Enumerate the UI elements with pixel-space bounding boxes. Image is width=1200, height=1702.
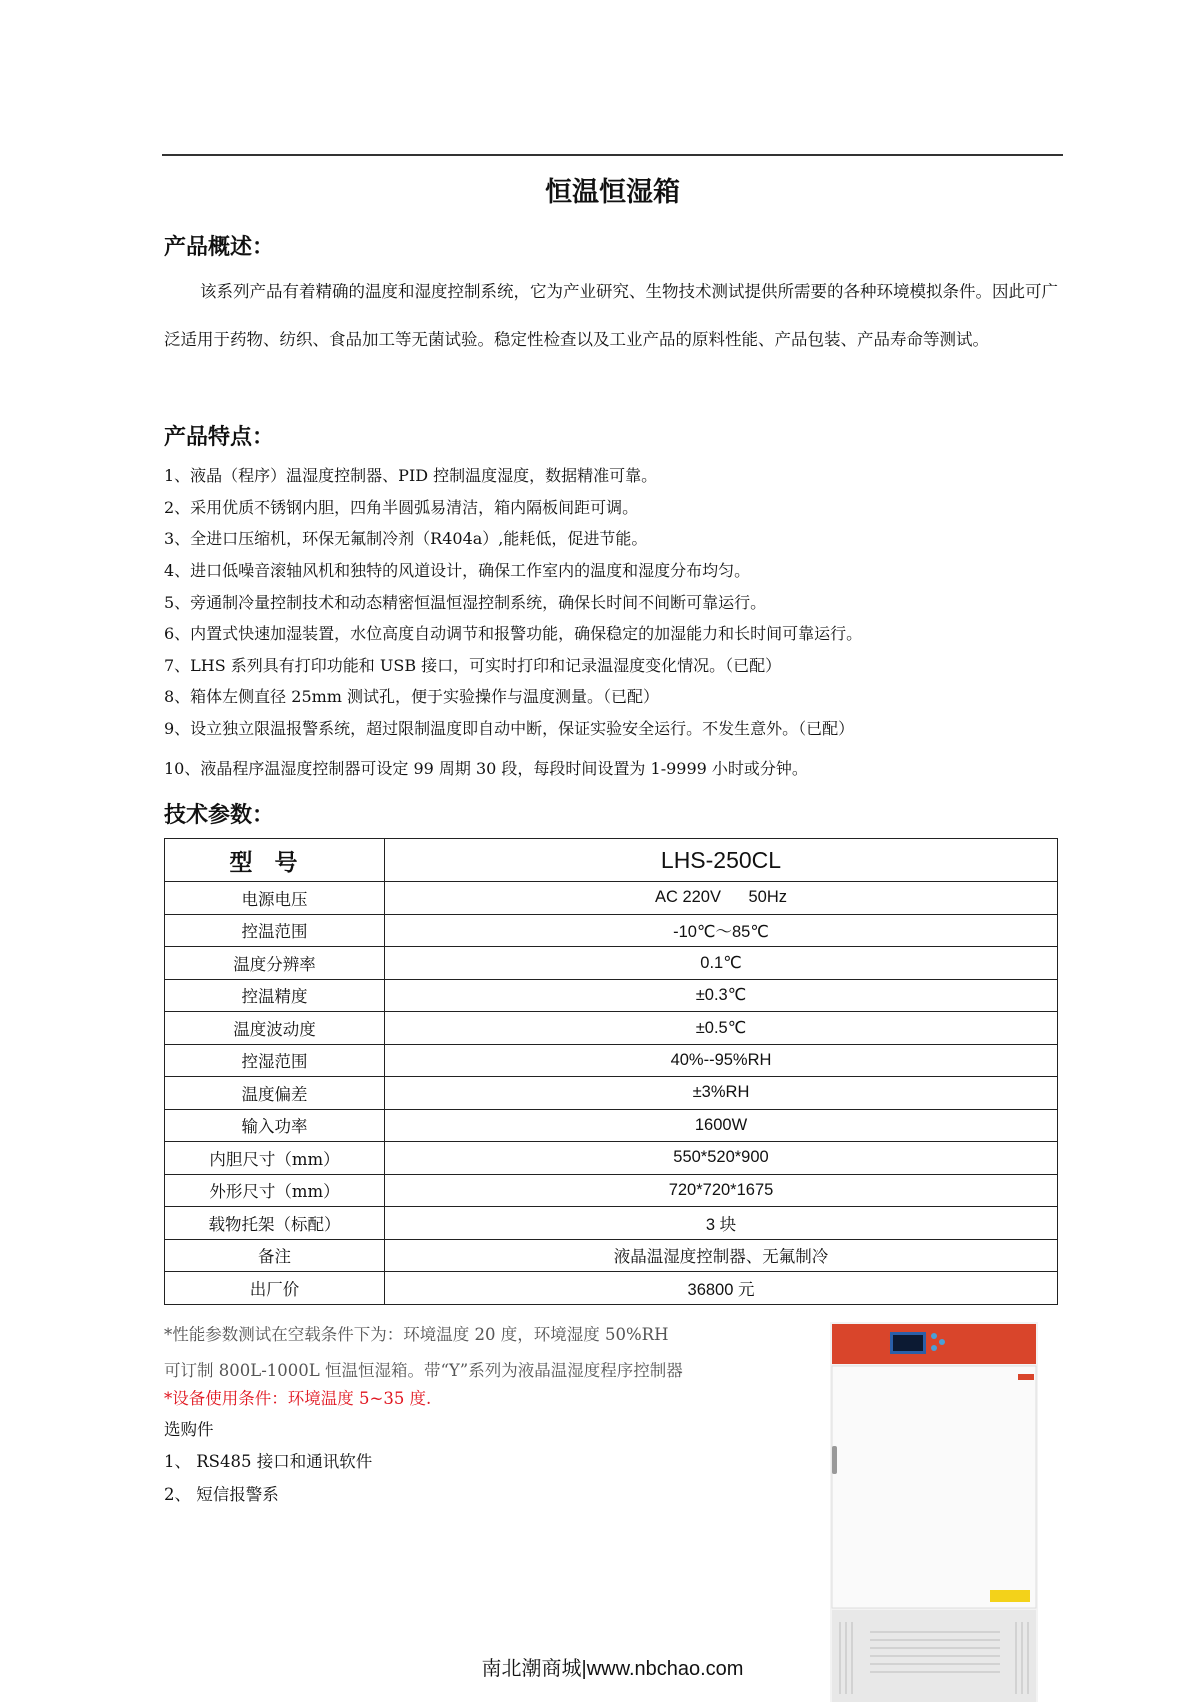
spec-value: 0.1℃ [385, 947, 1058, 980]
spec-label: 出厂价 [165, 1272, 385, 1305]
feature-item: 4、进口低噪音滚轴风机和独特的风道设计，确保工作室内的温度和湿度分布均匀。 [164, 561, 751, 580]
table-row [165, 1272, 1058, 1305]
table-row [165, 1239, 1058, 1272]
spec-label: 温度分辨率 [165, 947, 385, 980]
spec-label: 载物托架（标配） [165, 1207, 385, 1240]
table-row [165, 1012, 1058, 1045]
spec-value: AC 220V 50Hz [385, 882, 1058, 915]
table-row [165, 1142, 1058, 1175]
footer-site: 南北潮商城|www.nbchao.com [481, 1658, 744, 1680]
spec-label: 控温精度 [165, 979, 385, 1012]
spec-label: 输入功率 [165, 1109, 385, 1142]
spec-value: 40%--95%RH [385, 1044, 1058, 1077]
feature-item: 3、全进口压缩机，环保无氟制冷剂（R404a）,能耗低，促进节能。 [164, 529, 648, 548]
spec-label: 外形尺寸（mm） [165, 1174, 385, 1207]
spec-label: 备注 [165, 1239, 385, 1272]
page-title: 恒温恒湿箱 [545, 177, 680, 208]
note-custom: 可订制 800L-1000L 恒温恒湿箱。带“Y”系列为液晶温湿度程序控制器 [164, 1361, 683, 1380]
spec-value: -10℃～85℃ [385, 914, 1058, 947]
feature-item: 5、旁通制冷量控制技术和动态精密恒温恒湿控制系统，确保长时间不间断可靠运行。 [164, 593, 767, 612]
table-row [165, 914, 1058, 947]
table-row [165, 979, 1058, 1012]
note-test-conditions: *性能参数测试在空载条件下为：环境温度 20 度，环境湿度 50%RH [164, 1325, 669, 1344]
overview-text: 该系列产品有着精确的温度和湿度控制系统，它为产业研究、生物技术测试提供所需要的各种环境模拟条件。因此可广泛适用于药物、纺织、食品加工等无菌试验。稳定性检查以及工业产品的原料性能、产品包装、产品寿命等测试。 [164, 282, 1058, 349]
feature-item: 10、液晶程序温湿度控制器可设定 99 周期 30 段，每段时间设置为 1-9999 小时或分钟。 [164, 759, 808, 778]
model-value: LHS-250CL [385, 839, 1058, 882]
table-row [165, 1044, 1058, 1077]
features-heading: 产品特点： [164, 424, 275, 450]
top-rule [162, 154, 1063, 156]
feature-item: 7、LHS 系列具有打印功能和 USB 接口，可实时打印和记录温湿度变化情况。（已配） [164, 656, 782, 675]
specs-table [164, 838, 1058, 1305]
spec-value: ±0.5℃ [385, 1012, 1058, 1045]
spec-value: 1600W [385, 1109, 1058, 1142]
overview-heading: 产品概述： [164, 234, 275, 260]
spec-label: 内胆尺寸（mm） [165, 1142, 385, 1175]
spec-label: 温度波动度 [165, 1012, 385, 1045]
note-usage-conditions: *设备使用条件：环境温度 5~35 度. [164, 1389, 432, 1408]
spec-value: 3 块 [385, 1207, 1058, 1240]
feature-item: 9、设立独立限温报警系统，超过限制温度即自动中断，保证实验安全运行。不发生意外。（已配） [164, 719, 855, 738]
feature-item: 6、内置式快速加湿装置，水位高度自动调节和报警功能，确保稳定的加湿能力和长时间可靠运行。 [164, 624, 863, 643]
spec-value: 550*520*900 [385, 1142, 1058, 1175]
table-row [165, 1109, 1058, 1142]
table-row [165, 1207, 1058, 1240]
spec-label: 控温范围 [165, 914, 385, 947]
table-row [165, 1174, 1058, 1207]
option-item: 2、 短信报警系 [164, 1485, 279, 1504]
options-heading: 选购件 [164, 1420, 214, 1439]
table-header-row [165, 839, 1058, 882]
table-row [165, 882, 1058, 915]
spec-value: 36800 元 [385, 1272, 1058, 1305]
feature-item: 2、采用优质不锈钢内胆，四角半圆弧易清洁，箱内隔板间距可调。 [164, 498, 639, 517]
spec-label: 温度偏差 [165, 1077, 385, 1110]
feature-item: 1、液晶（程序）温湿度控制器、PID 控制温度湿度，数据精准可靠。 [164, 466, 658, 485]
spec-value: 720*720*1675 [385, 1174, 1058, 1207]
spec-value: ±3%RH [385, 1077, 1058, 1110]
product-image [830, 1322, 1038, 1702]
spec-value: 液晶温湿度控制器、无氟制冷 [385, 1239, 1058, 1272]
spec-label: 电源电压 [165, 882, 385, 915]
feature-item: 8、箱体左侧直径 25mm 测试孔，便于实验操作与温度测量。（已配） [164, 687, 660, 706]
specs-heading: 技术参数： [164, 802, 275, 828]
table-row [165, 1077, 1058, 1110]
option-item: 1、 RS485 接口和通讯软件 [164, 1452, 373, 1471]
spec-label: 控湿范围 [165, 1044, 385, 1077]
model-label: 型号 [165, 839, 385, 882]
table-row [165, 947, 1058, 980]
spec-value: ±0.3℃ [385, 979, 1058, 1012]
